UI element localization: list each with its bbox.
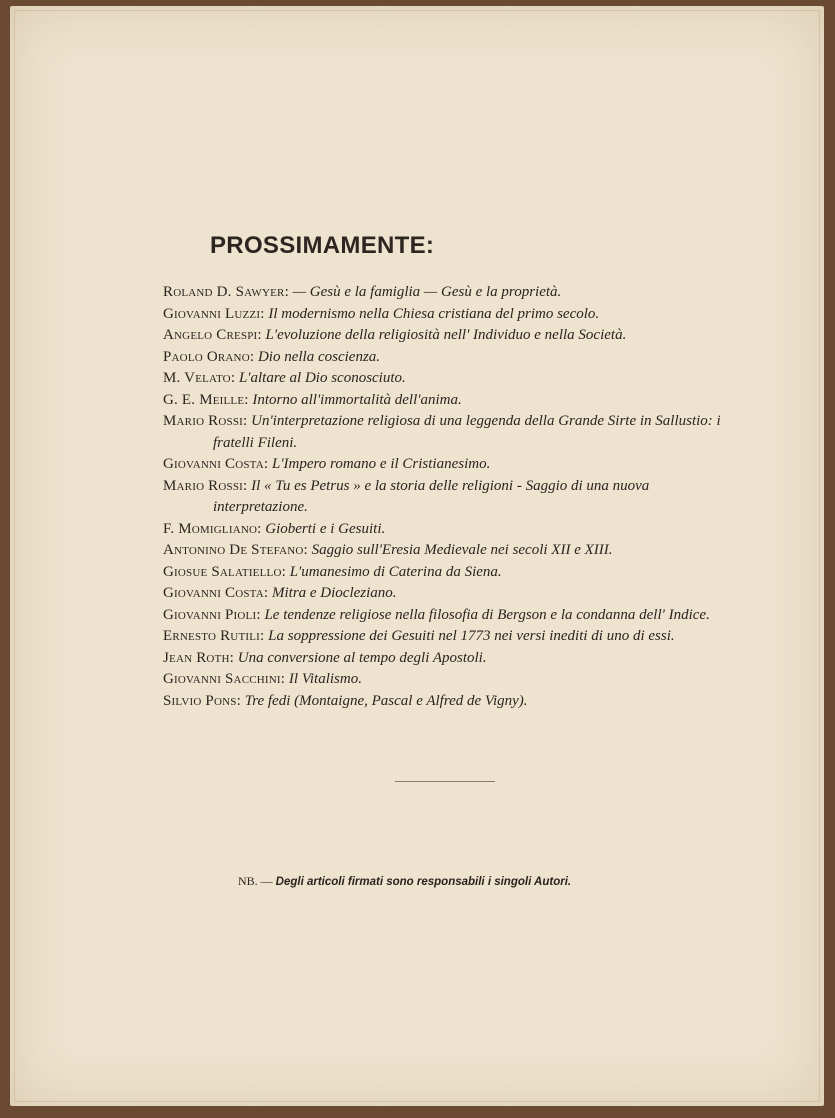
entry-author: Giosue Salatiello: [163, 563, 286, 580]
entry-author: Giovanni Costa: [163, 585, 269, 601]
list-item [163, 304, 743, 326]
list-item [163, 540, 743, 562]
page [10, 6, 824, 1106]
responsibility-note [238, 874, 571, 889]
entry-title: L'umanesimo di Caterina da Siena. [289, 563, 502, 580]
list-item [163, 519, 743, 541]
page-heading: PROSSIMAMENTE: [210, 232, 435, 259]
list-item [163, 390, 743, 412]
list-item [163, 282, 743, 304]
entry-title: Le tendenze religiose nella filosofia di Bergson e la condanna dell' Indice. [264, 606, 710, 623]
list-item [163, 325, 743, 347]
forthcoming-list [163, 282, 743, 712]
list-item [163, 368, 743, 390]
entry-author: Giovanni Costa: [163, 456, 269, 472]
entry-title: Dio nella coscienza. [257, 348, 381, 365]
entry-title: Gioberti e i Gesuiti. [265, 520, 386, 537]
divider [395, 781, 495, 782]
entry-author: Giovanni Sacchini: [163, 671, 286, 687]
list-item [163, 411, 743, 454]
list-item [163, 691, 743, 713]
list-item [163, 562, 743, 584]
note-prefix: NB. — [238, 874, 273, 888]
entry-author: Angelo Crespi: [163, 327, 262, 343]
entry-title: Un'interpretazione religiosa di una leggenda della Grande Sirte in Sallustio: i fratelli Fileni. [213, 413, 721, 451]
entry-author: Paolo Orano: [163, 348, 255, 365]
entry-author: G. E. Meille: [163, 391, 249, 408]
list-item [163, 347, 743, 369]
entry-title: Una conversione al tempo degli Apostoli. [237, 649, 487, 666]
entry-author: Jean Roth: [163, 649, 234, 666]
entry-title: Tre fedi (Montaigne, Pascal e Alfred de Vigny). [244, 692, 528, 709]
entry-title: Saggio sull'Eresia Medievale nei secoli XII e XIII. [311, 542, 613, 558]
entry-title: Il modernismo nella Chiesa cristiana del primo secolo. [268, 305, 600, 322]
list-item [163, 669, 743, 691]
entry-author: Mario Rossi: [163, 413, 248, 429]
entry-author: Giovanni Luzzi: [163, 305, 265, 322]
entry-title: L'altare al Dio sconosciuto. [238, 370, 406, 386]
list-item [163, 605, 743, 627]
list-item [163, 454, 743, 476]
entry-author: Silvio Pons: [163, 692, 241, 709]
entry-title: Il Vitalismo. [288, 671, 362, 687]
entry-author: Giovanni Pioli: [163, 606, 261, 623]
entry-title: — Gesù e la famiglia — Gesù e la proprietà. [292, 284, 562, 300]
entry-author: Mario Rossi: [163, 477, 248, 494]
entry-author: F. Momigliano: [163, 520, 262, 537]
entry-title: L'Impero romano e il Cristianesimo. [271, 456, 491, 472]
list-item [163, 583, 743, 605]
entry-author: Antonino De Stefano: [163, 542, 308, 558]
entry-title: L'evoluzione della religiosità nell' Individuo e nella Società. [265, 327, 627, 343]
entry-author: Roland D. Sawyer: [163, 284, 289, 300]
entry-title: La soppressione dei Gesuiti nel 1773 nei versi inediti di uno di essi. [268, 628, 675, 644]
list-item [163, 648, 743, 670]
entry-author: M. Velato: [163, 370, 236, 386]
note-text: Degli articoli firmati sono responsabili i singoli Autori. [275, 876, 572, 888]
list-item [163, 476, 743, 519]
entry-title: Il « Tu es Petrus » e la storia delle religioni - Saggio di una nuova interpretazione. [213, 477, 650, 515]
entry-title: Mitra e Diocleziano. [271, 585, 397, 601]
entry-author: Ernesto Rutili: [163, 628, 265, 644]
list-item [163, 626, 743, 648]
entry-title: Intorno all'immortalità dell'anima. [252, 391, 462, 408]
